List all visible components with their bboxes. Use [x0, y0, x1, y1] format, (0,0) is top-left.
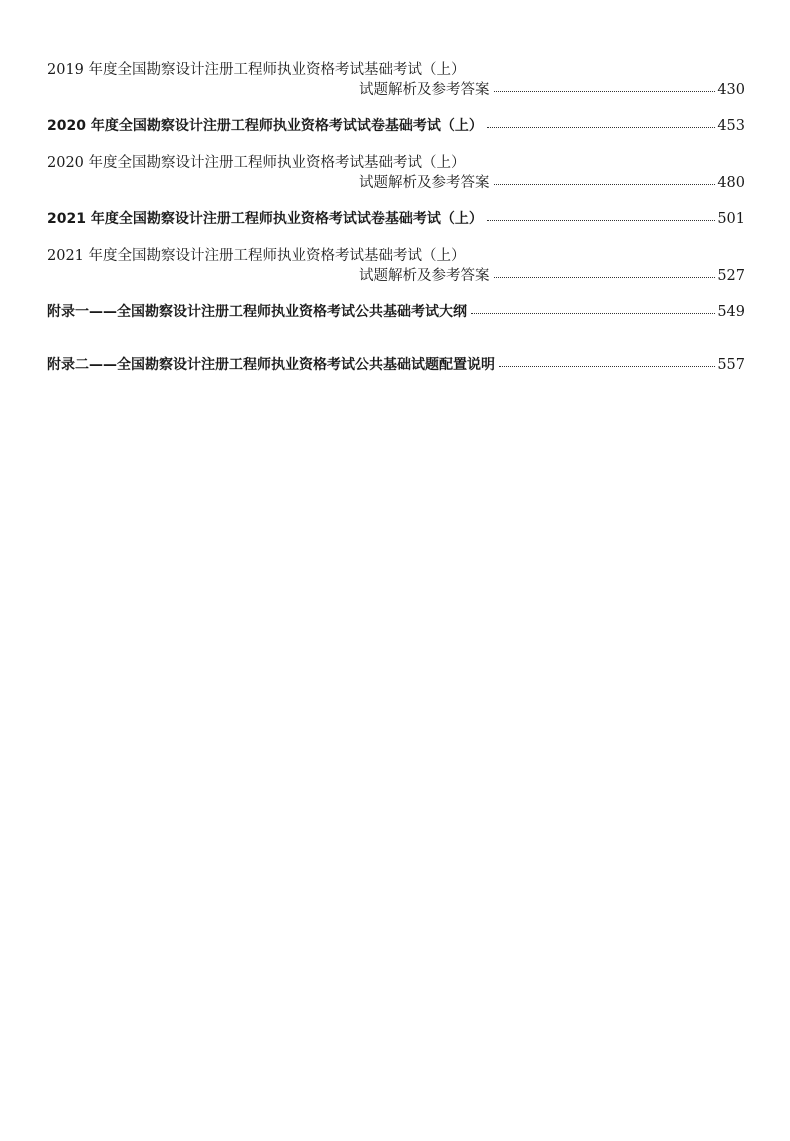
toc-entry-line [47, 116, 745, 136]
dot-leader [487, 116, 715, 130]
toc-page-number: 480 [717, 175, 745, 191]
toc-entry-subtitle: 试题解析及参考答案 [359, 175, 490, 191]
toc-entry-title-line [47, 153, 745, 173]
dot-leader [471, 302, 715, 316]
toc-entry-subtitle-line [47, 266, 745, 286]
dot-leader [494, 266, 716, 280]
toc-entry-subtitle-line [47, 173, 745, 193]
dot-leader [499, 355, 715, 369]
toc-entry-2020-exam[interactable] [47, 116, 745, 136]
toc-page-number: 549 [717, 304, 745, 320]
table-of-contents [47, 60, 745, 408]
toc-entry-title: 附录二——全国勘察设计注册工程师执业资格考试公共基础试题配置说明 [47, 357, 495, 373]
toc-entry-title-line [47, 246, 745, 266]
toc-entry-title-line [47, 60, 745, 80]
toc-entry-2021-answers[interactable] [47, 246, 745, 286]
toc-entry-title: 2021 年度全国勘察设计注册工程师执业资格考试基础考试（上） [47, 248, 466, 264]
toc-page-number: 527 [717, 268, 745, 284]
toc-entry-subtitle: 试题解析及参考答案 [359, 82, 490, 98]
dot-leader [494, 173, 716, 187]
toc-entry-title: 2020 年度全国勘察设计注册工程师执业资格考试试卷基础考试（上） [47, 118, 483, 134]
toc-entry-subtitle: 试题解析及参考答案 [359, 268, 490, 284]
toc-entry-title: 2021 年度全国勘察设计注册工程师执业资格考试试卷基础考试（上） [47, 211, 483, 227]
toc-entry-2021-exam[interactable] [47, 209, 745, 229]
toc-entry-line [47, 355, 745, 375]
toc-page-number: 453 [717, 118, 745, 134]
toc-page-number: 430 [717, 82, 745, 98]
toc-page-number: 557 [717, 357, 745, 373]
toc-entry-title: 2020 年度全国勘察设计注册工程师执业资格考试基础考试（上） [47, 155, 466, 171]
toc-entry-appendix-1[interactable] [47, 302, 745, 322]
dot-leader [494, 80, 716, 94]
toc-entry-2020-answers[interactable] [47, 153, 745, 193]
toc-entry-2019-answers[interactable] [47, 60, 745, 100]
toc-entry-subtitle-line [47, 80, 745, 100]
toc-entry-line [47, 209, 745, 229]
toc-entry-title: 2019 年度全国勘察设计注册工程师执业资格考试基础考试（上） [47, 62, 466, 78]
dot-leader [487, 209, 715, 223]
toc-page-number: 501 [717, 211, 745, 227]
toc-entry-line [47, 302, 745, 322]
toc-entry-appendix-2[interactable] [47, 355, 745, 375]
toc-entry-title: 附录一——全国勘察设计注册工程师执业资格考试公共基础考试大纲 [47, 304, 467, 320]
